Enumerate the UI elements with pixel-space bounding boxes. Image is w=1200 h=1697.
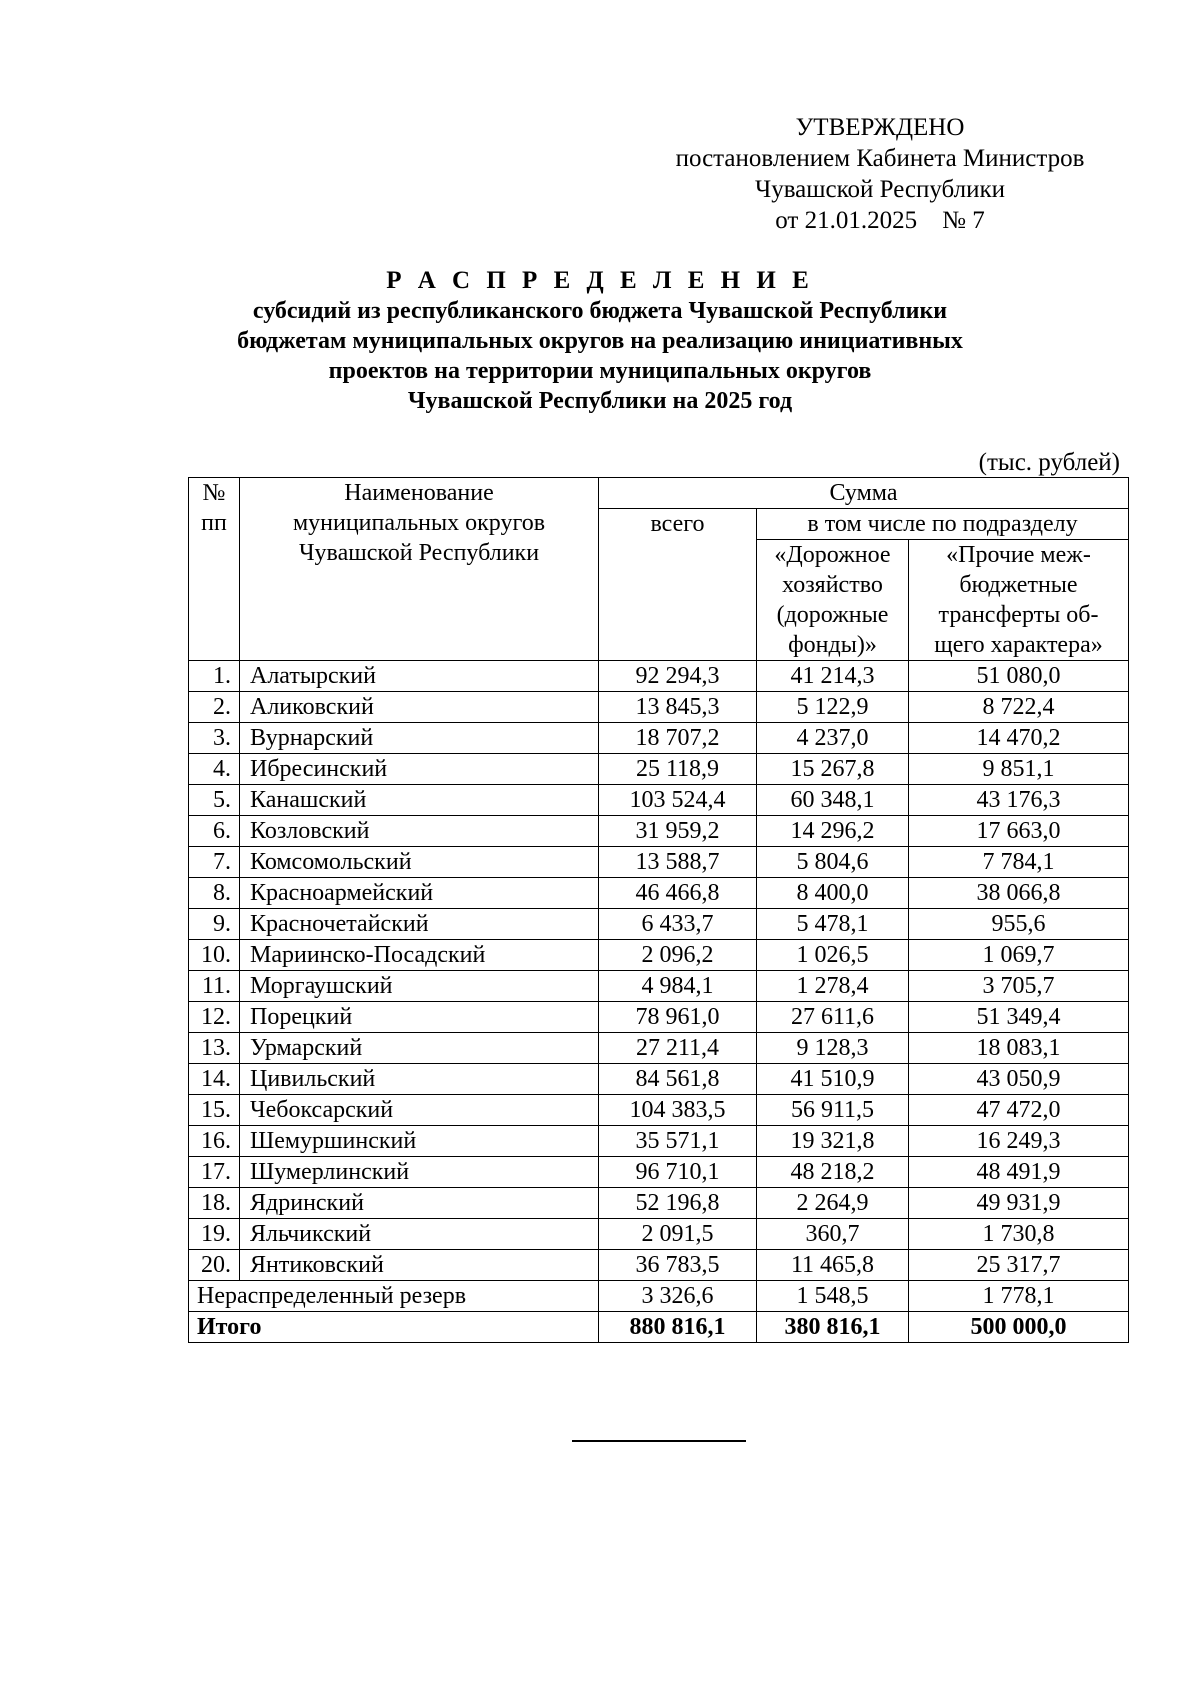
- table-row: [189, 1250, 1129, 1281]
- row-total: 4 984,1: [599, 971, 757, 1002]
- row-number: 6.: [189, 816, 240, 847]
- row-road: 27 611,6: [757, 1002, 909, 1033]
- row-road: 2 264,9: [757, 1188, 909, 1219]
- row-road: 360,7: [757, 1219, 909, 1250]
- reserve-row-total: 3 326,6: [599, 1281, 757, 1312]
- row-other: 7 784,1: [909, 847, 1129, 878]
- row-number: 2.: [189, 692, 240, 723]
- header-number: № пп: [189, 478, 240, 661]
- row-total: 25 118,9: [599, 754, 757, 785]
- row-total: 31 959,2: [599, 816, 757, 847]
- row-district-name: Комсомольский: [240, 847, 599, 878]
- row-district-name: Красноармейский: [240, 878, 599, 909]
- table-row: [189, 1157, 1129, 1188]
- row-total: 52 196,8: [599, 1188, 757, 1219]
- row-total: 35 571,1: [599, 1126, 757, 1157]
- row-other: 47 472,0: [909, 1095, 1129, 1126]
- table-row: [189, 785, 1129, 816]
- row-other: 38 066,8: [909, 878, 1129, 909]
- row-number: 8.: [189, 878, 240, 909]
- approval-stamp: [640, 112, 1120, 236]
- row-other: 3 705,7: [909, 971, 1129, 1002]
- row-total: 18 707,2: [599, 723, 757, 754]
- row-other: 43 176,3: [909, 785, 1129, 816]
- row-other: 17 663,0: [909, 816, 1129, 847]
- table-row: [189, 940, 1129, 971]
- row-other: 43 050,9: [909, 1064, 1129, 1095]
- title-line-2: бюджетам муниципальных округов на реализацию инициативных: [237, 328, 963, 354]
- row-number: 20.: [189, 1250, 240, 1281]
- units-label: (тыс. рублей): [978, 449, 1120, 476]
- row-total: 46 466,8: [599, 878, 757, 909]
- row-district-name: Ибресинский: [240, 754, 599, 785]
- title-line-3: проектов на территории муниципальных округов: [328, 358, 872, 384]
- row-district-name: Аликовский: [240, 692, 599, 723]
- row-road: 11 465,8: [757, 1250, 909, 1281]
- row-road: 5 478,1: [757, 909, 909, 940]
- row-total: 13 588,7: [599, 847, 757, 878]
- distribution-table: [188, 477, 1129, 1343]
- row-road: 60 348,1: [757, 785, 909, 816]
- row-district-name: Урмарский: [240, 1033, 599, 1064]
- table-row: [189, 909, 1129, 940]
- row-number: 1.: [189, 661, 240, 692]
- row-number: 11.: [189, 971, 240, 1002]
- row-district-name: Мариинско-Посадский: [240, 940, 599, 971]
- row-total: 92 294,3: [599, 661, 757, 692]
- row-other: 16 249,3: [909, 1126, 1129, 1157]
- reserve-row-label: Нераспределенный резерв: [189, 1281, 599, 1312]
- row-number: 4.: [189, 754, 240, 785]
- table-row: [189, 1126, 1129, 1157]
- approval-title: УТВЕРЖДЕНО: [795, 114, 965, 141]
- document-title: [150, 266, 1050, 416]
- table-row: [189, 878, 1129, 909]
- table-row: [189, 661, 1129, 692]
- row-number: 13.: [189, 1033, 240, 1064]
- row-other: 51 080,0: [909, 661, 1129, 692]
- table-row: [189, 754, 1129, 785]
- row-road: 1 026,5: [757, 940, 909, 971]
- row-road: 48 218,2: [757, 1157, 909, 1188]
- reserve-row-other: 1 778,1: [909, 1281, 1129, 1312]
- row-other: 1 730,8: [909, 1219, 1129, 1250]
- row-total: 6 433,7: [599, 909, 757, 940]
- row-road: 56 911,5: [757, 1095, 909, 1126]
- row-district-name: Вурнарский: [240, 723, 599, 754]
- approval-date-number: от 21.01.2025 № 7: [775, 207, 985, 234]
- row-district-name: Канашский: [240, 785, 599, 816]
- table-row: [189, 816, 1129, 847]
- row-number: 19.: [189, 1219, 240, 1250]
- row-other: 1 069,7: [909, 940, 1129, 971]
- total-row-road: 380 816,1: [757, 1312, 909, 1343]
- row-road: 5 804,6: [757, 847, 909, 878]
- table-row: [189, 847, 1129, 878]
- row-district-name: Моргаушский: [240, 971, 599, 1002]
- closing-line: [572, 1440, 746, 1442]
- row-other: 8 722,4: [909, 692, 1129, 723]
- table-row: [189, 1002, 1129, 1033]
- row-total: 2 091,5: [599, 1219, 757, 1250]
- row-number: 17.: [189, 1157, 240, 1188]
- header-sum: Сумма: [599, 478, 1129, 509]
- row-number: 16.: [189, 1126, 240, 1157]
- table-row: [189, 1219, 1129, 1250]
- row-district-name: Цивильский: [240, 1064, 599, 1095]
- row-total: 104 383,5: [599, 1095, 757, 1126]
- title-line-4: Чувашской Республики на 2025 год: [407, 388, 793, 414]
- row-district-name: Красночетайский: [240, 909, 599, 940]
- row-other: 48 491,9: [909, 1157, 1129, 1188]
- total-row-total: 880 816,1: [599, 1312, 757, 1343]
- reserve-row: [189, 1281, 1129, 1312]
- row-other: 955,6: [909, 909, 1129, 940]
- row-number: 12.: [189, 1002, 240, 1033]
- row-total: 96 710,1: [599, 1157, 757, 1188]
- row-other: 25 317,7: [909, 1250, 1129, 1281]
- row-road: 5 122,9: [757, 692, 909, 723]
- row-total: 36 783,5: [599, 1250, 757, 1281]
- header-including: в том числе по подразделу: [757, 509, 1129, 540]
- row-district-name: Алатырский: [240, 661, 599, 692]
- row-other: 18 083,1: [909, 1033, 1129, 1064]
- row-number: 7.: [189, 847, 240, 878]
- row-total: 78 961,0: [599, 1002, 757, 1033]
- reserve-row-road: 1 548,5: [757, 1281, 909, 1312]
- header-name: Наименование муниципальных округов Чувашской Республики: [240, 478, 599, 661]
- row-district-name: Чебоксарский: [240, 1095, 599, 1126]
- table-row: [189, 971, 1129, 1002]
- row-road: 1 278,4: [757, 971, 909, 1002]
- table-row: [189, 692, 1129, 723]
- row-number: 14.: [189, 1064, 240, 1095]
- table-row: [189, 1188, 1129, 1219]
- row-number: 15.: [189, 1095, 240, 1126]
- total-row: [189, 1312, 1129, 1343]
- table-row: [189, 723, 1129, 754]
- row-other: 51 349,4: [909, 1002, 1129, 1033]
- row-district-name: Шемуршинский: [240, 1126, 599, 1157]
- table-row: [189, 1095, 1129, 1126]
- row-district-name: Шумерлинский: [240, 1157, 599, 1188]
- table-row: [189, 1033, 1129, 1064]
- row-road: 9 128,3: [757, 1033, 909, 1064]
- header-other: «Прочие меж- бюджетные трансферты об- щего характера»: [909, 540, 1129, 661]
- row-district-name: Порецкий: [240, 1002, 599, 1033]
- title-line-1: субсидий из республиканского бюджета Чувашской Республики: [252, 298, 948, 324]
- row-total: 2 096,2: [599, 940, 757, 971]
- row-number: 10.: [189, 940, 240, 971]
- row-number: 9.: [189, 909, 240, 940]
- row-total: 84 561,8: [599, 1064, 757, 1095]
- row-number: 5.: [189, 785, 240, 816]
- row-road: 41 214,3: [757, 661, 909, 692]
- row-road: 15 267,8: [757, 754, 909, 785]
- row-number: 3.: [189, 723, 240, 754]
- row-district-name: Ядринский: [240, 1188, 599, 1219]
- row-district-name: Козловский: [240, 816, 599, 847]
- row-other: 14 470,2: [909, 723, 1129, 754]
- row-road: 19 321,8: [757, 1126, 909, 1157]
- row-total: 13 845,3: [599, 692, 757, 723]
- row-total: 27 211,4: [599, 1033, 757, 1064]
- total-row-label: Итого: [189, 1312, 599, 1343]
- row-other: 49 931,9: [909, 1188, 1129, 1219]
- row-road: 14 296,2: [757, 816, 909, 847]
- row-road: 8 400,0: [757, 878, 909, 909]
- row-total: 103 524,4: [599, 785, 757, 816]
- table-row: [189, 1064, 1129, 1095]
- approval-decree: постановлением Кабинета Министров: [675, 145, 1085, 172]
- total-row-other: 500 000,0: [909, 1312, 1129, 1343]
- row-road: 4 237,0: [757, 723, 909, 754]
- title-heading: Р А С П Р Е Д Е Л Е Н И Е: [386, 267, 814, 294]
- row-district-name: Янтиковский: [240, 1250, 599, 1281]
- header-total: всего: [599, 509, 757, 661]
- row-number: 18.: [189, 1188, 240, 1219]
- row-road: 41 510,9: [757, 1064, 909, 1095]
- header-road: «Дорожное хозяйство (дорожные фонды)»: [757, 540, 909, 661]
- row-other: 9 851,1: [909, 754, 1129, 785]
- row-district-name: Яльчикский: [240, 1219, 599, 1250]
- approval-republic: Чувашской Республики: [754, 176, 1006, 203]
